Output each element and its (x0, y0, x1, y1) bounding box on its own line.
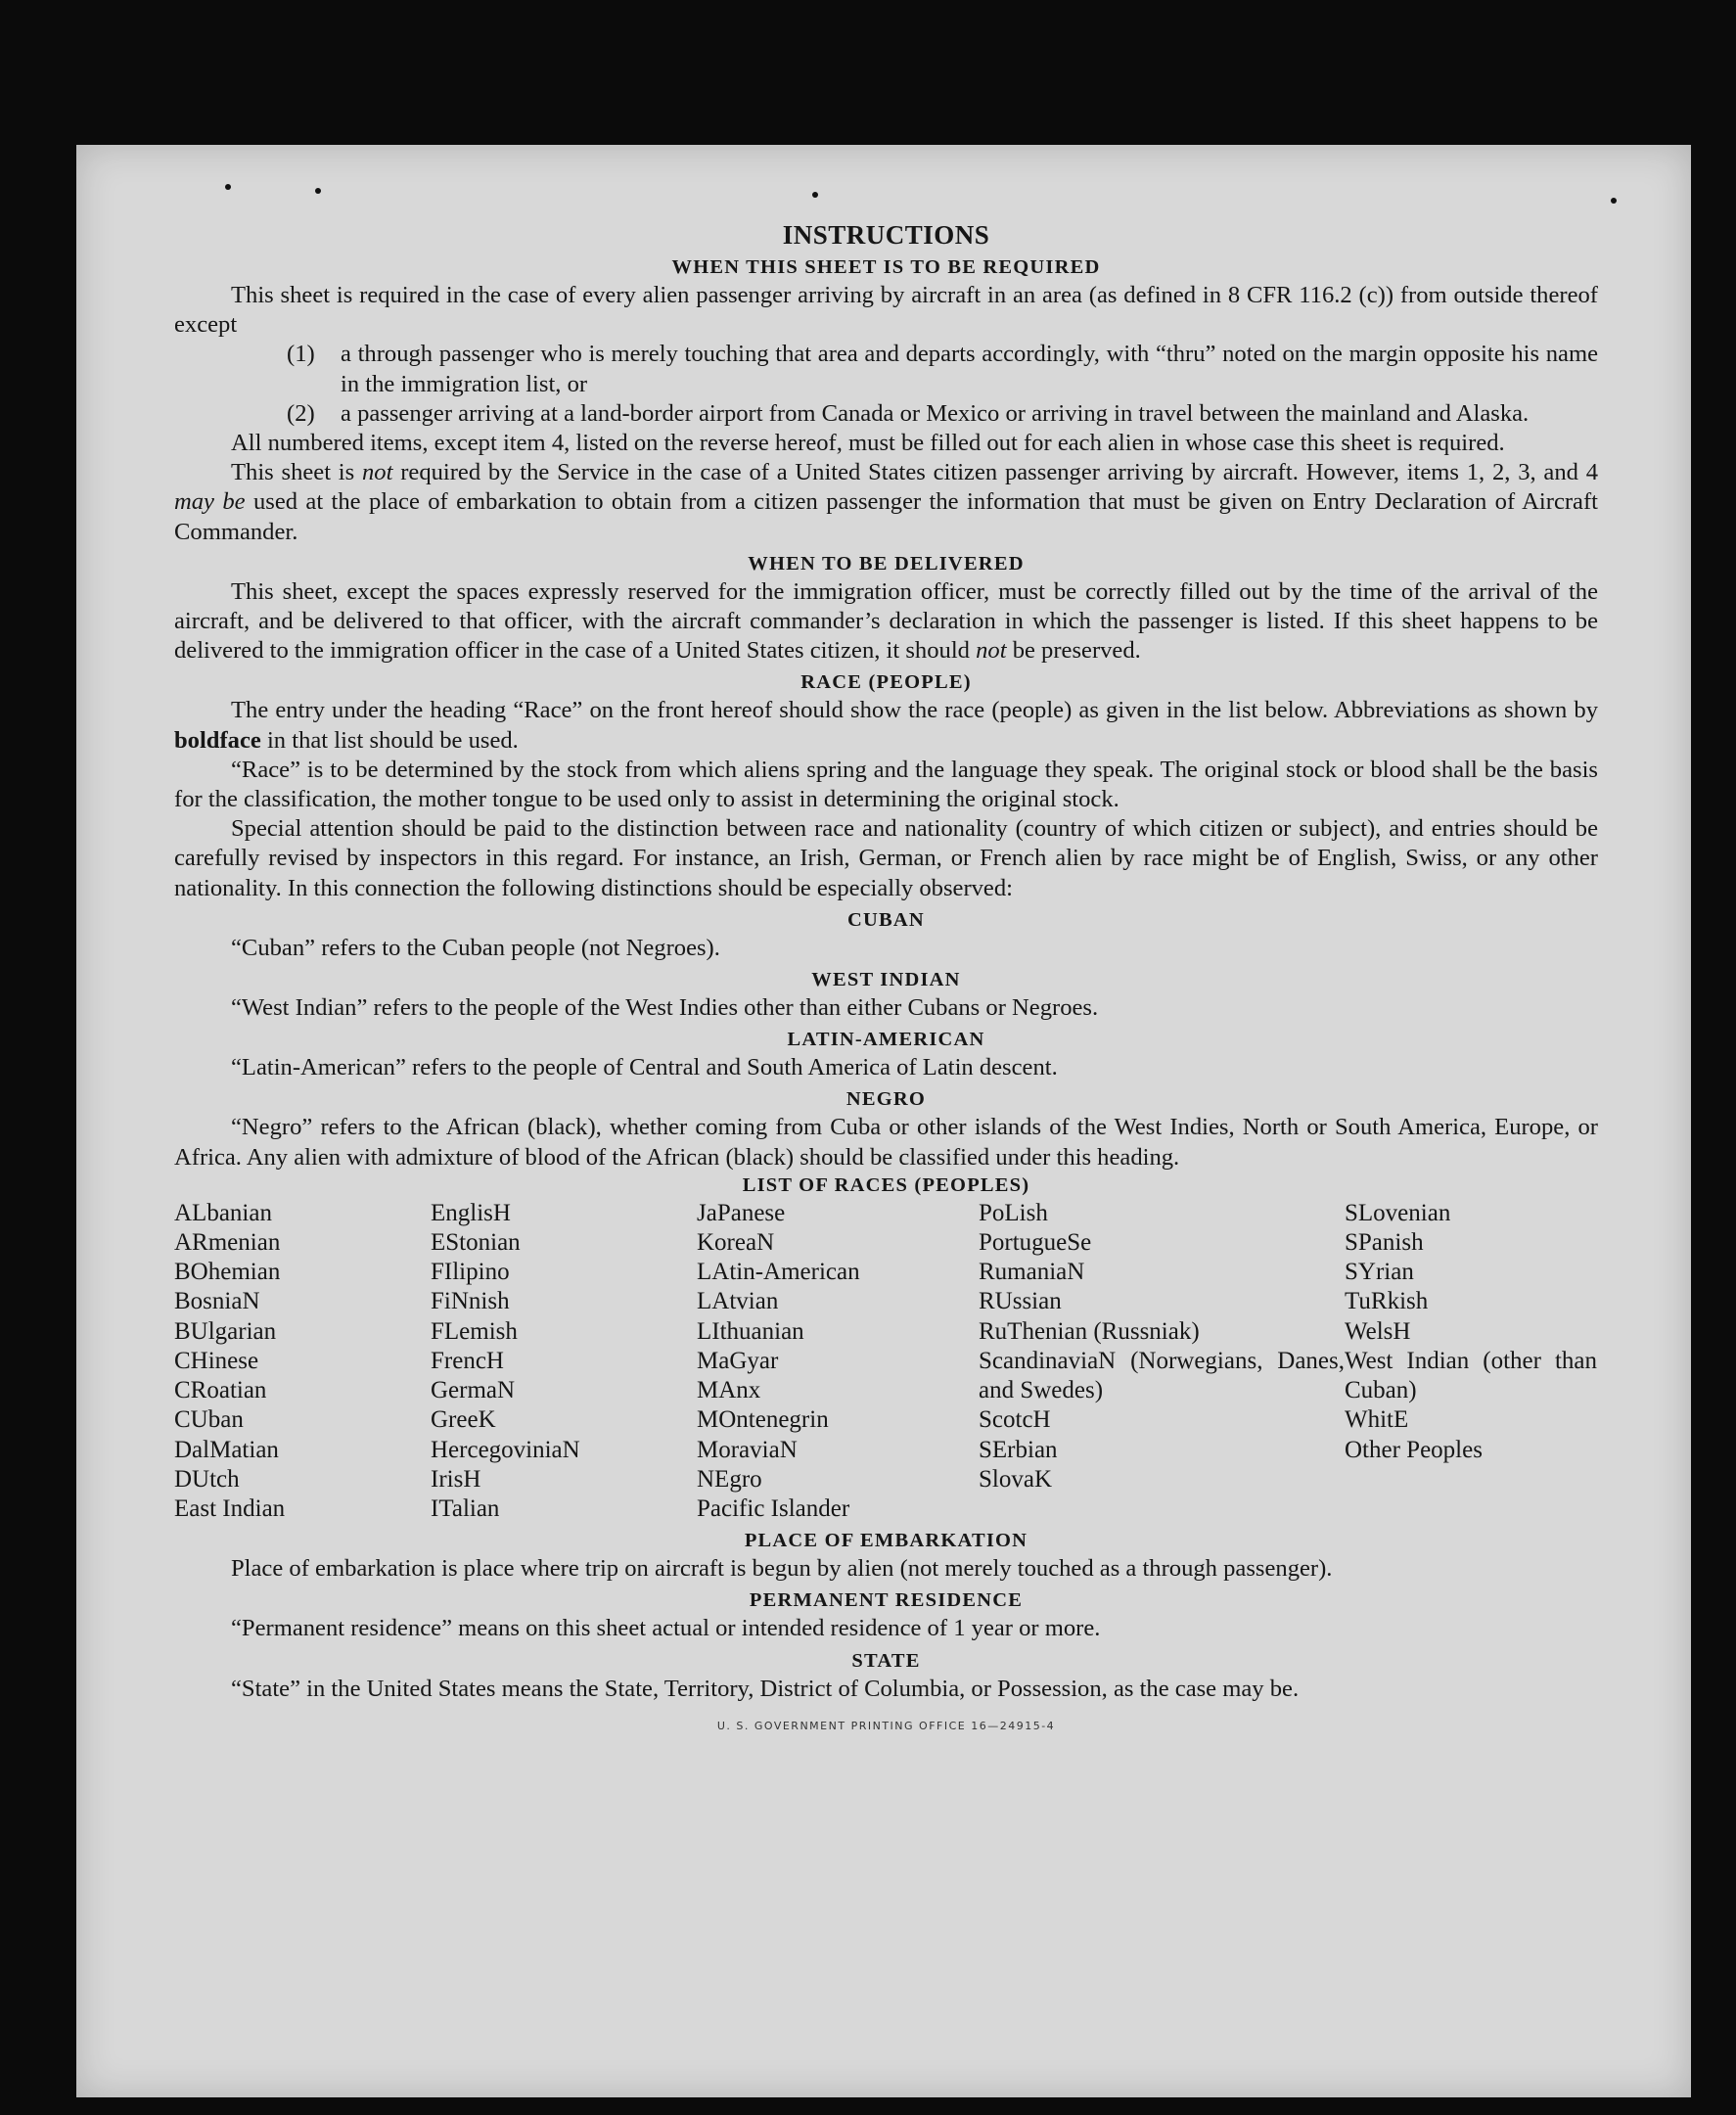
punch-mark (225, 184, 231, 190)
document-title: INSTRUCTIONS (782, 220, 990, 250)
race-entry: SPanish (1345, 1229, 1424, 1257)
race-entry: LIthuanian (697, 1317, 804, 1345)
race-entry: WelsH (1345, 1317, 1411, 1345)
race-entry: ALbanian (174, 1199, 272, 1226)
races-column (174, 1199, 431, 1524)
races-column (697, 1199, 979, 1524)
document-body (174, 219, 1598, 1741)
race-entry: IrisH (431, 1465, 481, 1493)
race-entry: MAnx (697, 1377, 761, 1404)
paragraph: “Negro” refers to the African (black), whether coming from Cuba or other islands of the West Indies, North or South America, Europe, or Africa. Any alien with admixture of blood of the African (black) should be classified under this heading. (174, 1114, 1598, 1171)
race-entry: PortugueSe (979, 1229, 1092, 1257)
italic-text: not (976, 637, 1007, 665)
race-entry: TuRkish (1345, 1288, 1429, 1315)
race-entry: GermaN (431, 1377, 516, 1404)
race-entry: CRoatian (174, 1377, 267, 1404)
race-entry: CHinese (174, 1347, 259, 1374)
heading-cuban: CUBAN (847, 908, 925, 931)
race-entry: EStonian (431, 1229, 521, 1257)
punch-mark (315, 188, 321, 194)
race-entry: WhitE (1345, 1406, 1409, 1434)
paragraph: “Cuban” refers to the Cuban people (not Negroes). (231, 934, 720, 961)
paragraph: “State” in the United States means the State, Territory, District of Columbia, or Possession, as the case may be. (231, 1675, 1300, 1702)
italic-text: not (362, 459, 393, 486)
race-entry: ARmenian (174, 1229, 281, 1257)
races-list (174, 1199, 1598, 1524)
paragraph: “West Indian” refers to the people of the West Indies other than either Cubans or Negroes. (231, 994, 1099, 1022)
race-entry: JaPanese (697, 1199, 786, 1226)
race-entry: LAtvian (697, 1288, 779, 1315)
heading-list-of-races: LIST OF RACES (PEOPLES) (742, 1173, 1030, 1196)
race-entry: RUssian (979, 1288, 1062, 1315)
italic-text: may be (174, 488, 246, 516)
paragraph: All numbered items, except item 4, listed on the reverse hereof, must be filled out for each alien in whose case this sheet is required. (231, 430, 1505, 457)
numbered-item (287, 340, 1598, 398)
race-entry: GreeK (431, 1406, 496, 1434)
race-entry: West Indian (other than Cuban) (1345, 1347, 1597, 1404)
paragraph (174, 458, 1598, 547)
text-run: This sheet is (231, 459, 362, 486)
text-run: be preserved. (1006, 637, 1141, 665)
heading-required: WHEN THIS SHEET IS TO BE REQUIRED (671, 256, 1101, 278)
race-entry: CUban (174, 1406, 244, 1434)
race-entry: MOntenegrin (697, 1406, 829, 1434)
heading-latin-american: LATIN-AMERICAN (787, 1029, 985, 1051)
text-run: This sheet, except the spaces expressly reserved for the immigration officer, must be correctly filled out by the time of the arrival of the aircraft, and be delivered to that officer, with the aircraft commander’s declaration in which the passenger is listed. If this sheet happens to be delivered to the immigration officer in the case of a United States citizen, it should (174, 577, 1598, 665)
punch-mark (812, 192, 818, 198)
race-entry: RumaniaN (979, 1259, 1085, 1286)
heading-state: STATE (851, 1649, 921, 1672)
document-sheet (76, 145, 1691, 2097)
race-entry: RuThenian (Russniak) (979, 1317, 1200, 1345)
race-entry: ScandinaviaN (Norwegians, Danes, and Swedes) (979, 1347, 1345, 1404)
race-entry: FiNnish (431, 1288, 510, 1315)
paragraph: This sheet is required in the case of every alien passenger arriving by aircraft in an area (as defined in 8 CFR 116.2 (c)) from outside thereof except (174, 282, 1598, 339)
race-entry: BOhemian (174, 1259, 281, 1286)
paragraph (174, 577, 1598, 667)
heading-delivered: WHEN TO BE DELIVERED (748, 552, 1025, 575)
race-entry: HercegoviniaN (431, 1436, 580, 1463)
paragraph: “Latin-American” refers to the people of Central and South America of Latin descent. (231, 1054, 1058, 1081)
race-entry: LAtin-American (697, 1259, 860, 1286)
race-entry: FrencH (431, 1347, 504, 1374)
race-entry: SErbian (979, 1436, 1058, 1463)
race-entry: MoraviaN (697, 1436, 798, 1463)
item-number: (1) (287, 341, 315, 368)
heading-embarkation: PLACE OF EMBARKATION (744, 1530, 1028, 1552)
race-entry: SLovenian (1345, 1199, 1451, 1226)
paragraph (174, 696, 1598, 755)
bold-text: boldface (174, 726, 261, 754)
item-number: (2) (287, 399, 315, 427)
race-entry: ITalian (431, 1494, 500, 1522)
race-entry: EnglisH (431, 1199, 511, 1226)
punch-mark (1611, 198, 1617, 204)
text-run: The entry under the heading “Race” on the front hereof should show the race (people) as given in the list below. Abbreviations as shown by (231, 697, 1598, 724)
heading-west-indian: WEST INDIAN (811, 969, 961, 991)
text-run: in that list should be used. (260, 726, 519, 754)
text-run: used at the place of embarkation to obtain from a citizen passenger the information that must be given on Entry Declaration of Aircraft Commander. (174, 488, 1598, 545)
printer-imprint: U. S. GOVERNMENT PRINTING OFFICE 16—24915-4 (716, 1719, 1056, 1732)
paragraph: “Race” is to be determined by the stock from which aliens spring and the language they speak. The original stock or blood shall be the basis for the classification, the mother tongue to be used only to assist in determining the original stock. (174, 756, 1598, 813)
heading-negro: NEGRO (845, 1088, 927, 1111)
heading-permanent-residence: PERMANENT RESIDENCE (749, 1589, 1024, 1612)
race-entry: FLemish (431, 1317, 518, 1345)
paragraph: Place of embarkation is place where trip on aircraft is begun by alien (not merely touched as a through passenger). (231, 1555, 1333, 1583)
race-entry: MaGyar (697, 1347, 779, 1374)
race-entry: DUtch (174, 1465, 240, 1493)
item-text: a through passenger who is merely touching that area and departs accordingly, with “thru” noted on the margin opposite his name in the immigration list, or (341, 341, 1598, 397)
text-run: required by the Service in the case of a United States citizen passenger arriving by aircraft. However, items 1, 2, 3, and 4 (392, 459, 1598, 486)
race-entry: NEgro (697, 1465, 762, 1493)
heading-race: RACE (PEOPLE) (800, 671, 972, 694)
numbered-item (287, 399, 1598, 429)
race-entry: BUlgarian (174, 1317, 277, 1345)
race-entry: KoreaN (697, 1229, 775, 1257)
race-entry: SlovaK (979, 1465, 1052, 1493)
races-column (979, 1199, 1345, 1524)
race-entry: East Indian (174, 1494, 286, 1522)
races-column (1345, 1199, 1597, 1524)
race-entry: BosniaN (174, 1288, 260, 1315)
race-entry: FIlipino (431, 1259, 510, 1286)
race-entry: DalMatian (174, 1436, 279, 1463)
race-entry: Pacific Islander (697, 1494, 850, 1522)
race-entry: Other Peoples (1345, 1436, 1483, 1463)
race-entry: SYrian (1345, 1259, 1414, 1286)
paragraph: Special attention should be paid to the distinction between race and nationality (country of which citizen or subject), and entries should be carefully revised by inspectors in this regard. For instance, an Irish, German, or French alien by race might be of English, Swiss, or any other nationality. In this connection the following distinctions should be especially observed: (174, 815, 1598, 901)
item-text: a passenger arriving at a land-border airport from Canada or Mexico or arriving in travel between the mainland and Alaska. (341, 399, 1530, 427)
races-column (431, 1199, 697, 1524)
race-entry: ScotcH (979, 1406, 1051, 1434)
race-entry: PoLish (979, 1199, 1048, 1226)
paragraph: “Permanent residence” means on this sheet actual or intended residence of 1 year or more. (231, 1615, 1101, 1642)
